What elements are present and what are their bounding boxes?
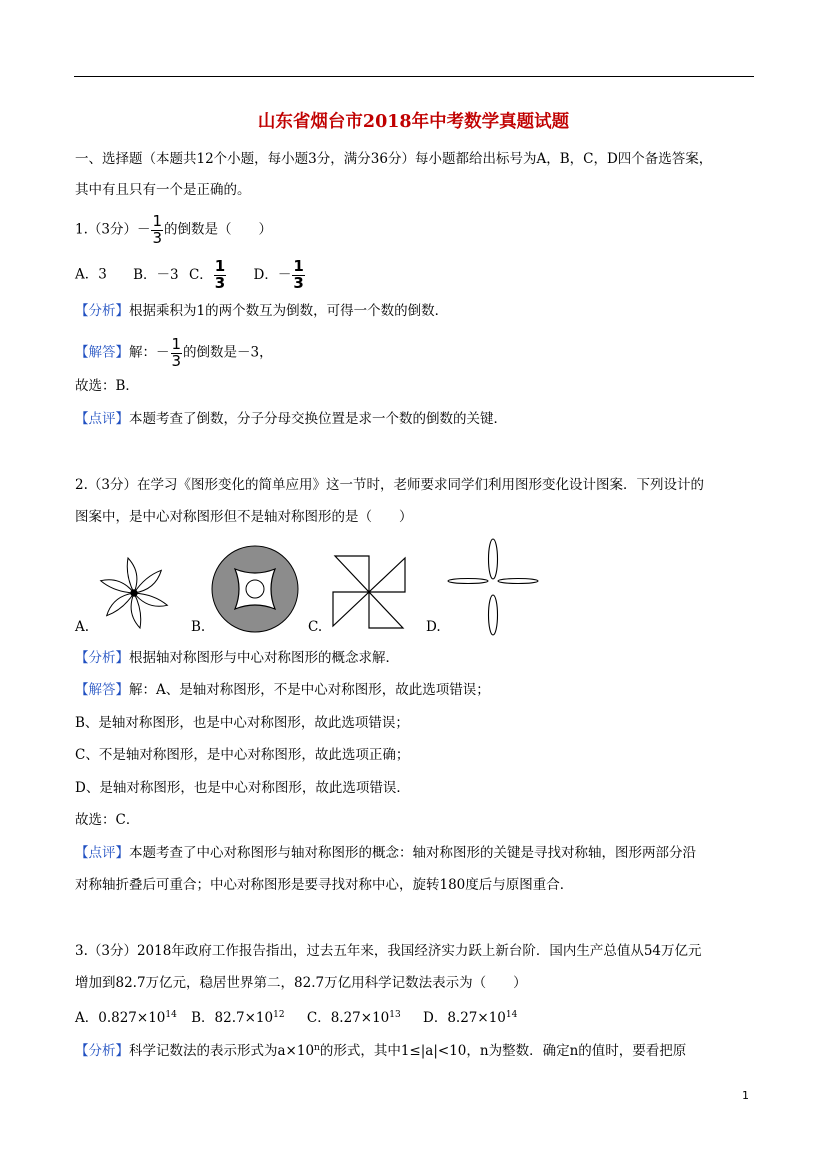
header-rule (74, 76, 754, 77)
q2-comment-line1: 【点评】本题考查了中心对称图形与轴对称图形的概念：轴对称图形的关键是寻找对称轴，图形两部分沿 (75, 845, 696, 861)
figure-b-disc (209, 545, 301, 635)
q2-solution-b: B、是轴对称图形，也是中心对称图形，故此选项错误； (75, 715, 409, 731)
q1-option-b: B．－3 (133, 266, 179, 283)
q2-solution: 【解答】解：A、是轴对称图形，不是中心对称图形，故此选项错误； (75, 682, 490, 698)
figure-c-label: C. (308, 619, 323, 635)
document-title: 山东省烟台市2018年中考数学真题试题 (257, 112, 570, 132)
comment-tag: 【点评】 (75, 845, 129, 861)
analysis-tag: 【分析】 (75, 1043, 129, 1059)
figure-b-label: B. (191, 619, 206, 635)
q2-solution-d: D、是轴对称图形，也是中心对称图形，故此选项错误． (75, 780, 410, 796)
q2-comment-line2: 对称轴折叠后可重合；中心对称图形是要寻找对称中心，旋转180度后与原图重合． (75, 877, 574, 893)
figure-a-label: A. (75, 619, 90, 635)
q2-stem-line1: 2.（3分）在学习《图形变化的简单应用》这一节时，老师要求同学们利用图形变化设计图案．下列设计的 (75, 477, 704, 493)
page-number: 1 (742, 1089, 749, 1102)
q1-choice: 故选：B． (75, 378, 139, 394)
solution-tag: 【解答】 (75, 344, 129, 361)
q1-solution: 【解答】解：－ $\frac{1}{3}$ 的倒数是－3， (75, 335, 273, 370)
q1-stem: 1.（3分）－ $\frac{1}{3}$ 的倒数是（ ） (75, 212, 273, 247)
q2-choice: 故选：C． (75, 812, 140, 828)
figure-d-label: D. (426, 619, 441, 635)
q3-analysis: 【分析】科学记数法的表示形式为$a\times 10^n$的形式，其中1≤|a|<10，n为整数．确定n的值时，要看把原 (75, 1043, 687, 1059)
analysis-tag: 【分析】 (75, 303, 129, 319)
figure-d-petals (444, 537, 544, 637)
q3-options (75, 1006, 517, 1027)
section-intro-line1: 一、选择题（本题共12个小题，每小题3分，满分36分）每小题都给出标号为A，B，C，D四个备选答案， (75, 151, 713, 167)
q3-stem-line1: 3.（3分）2018年政府工作报告指出，过去五年来，我国经济实力跃上新台阶．国内生产总值从54万亿元 (75, 943, 702, 959)
q1-fraction: $\frac{1}{3}$ (152, 212, 163, 247)
q1-comment: 【点评】本题考查了倒数，分子分母交换位置是求一个数的倒数的关键． (75, 411, 507, 427)
figure-a-flower (96, 552, 180, 634)
q1-option-a: A．3 (75, 266, 107, 283)
solution-tag: 【解答】 (75, 682, 129, 698)
q1-analysis: 【分析】根据乘积为1的两个数互为倒数，可得一个数的倒数． (75, 303, 449, 319)
figure-c-pinwheel (330, 553, 410, 633)
q1-option-c: C． $\frac{1}{3}$ (188, 257, 226, 292)
q1-options (75, 259, 306, 291)
q3-option-a: A．$0.827\times 10^{14}$ (75, 1010, 177, 1026)
q3-option-c: C．$8.27\times 10^{13}$ (306, 1010, 401, 1026)
q3-option-b: B．$82.7\times 10^{12}$ (191, 1010, 285, 1026)
q3-option-d: D．$8.27\times 10^{14}$ (423, 1010, 518, 1026)
comment-tag: 【点评】 (75, 411, 129, 427)
q2-analysis: 【分析】根据轴对称图形与中心对称图形的概念求解． (75, 650, 399, 666)
q2-solution-c: C、不是轴对称图形，是中心对称图形，故此选项正确； (75, 747, 410, 763)
q3-stem-line2: 增加到82.7万亿元，稳居世界第二，82.7万亿用科学记数法表示为（ ） (75, 975, 527, 991)
analysis-tag: 【分析】 (75, 650, 129, 666)
q2-stem-line2: 图案中，是中心对称图形但不是轴对称图形的是（ ） (75, 509, 413, 525)
q1-option-d: D．－ $\frac{1}{3}$ (253, 257, 304, 292)
section-intro-line2: 其中有且只有一个是正确的。 (75, 182, 251, 198)
